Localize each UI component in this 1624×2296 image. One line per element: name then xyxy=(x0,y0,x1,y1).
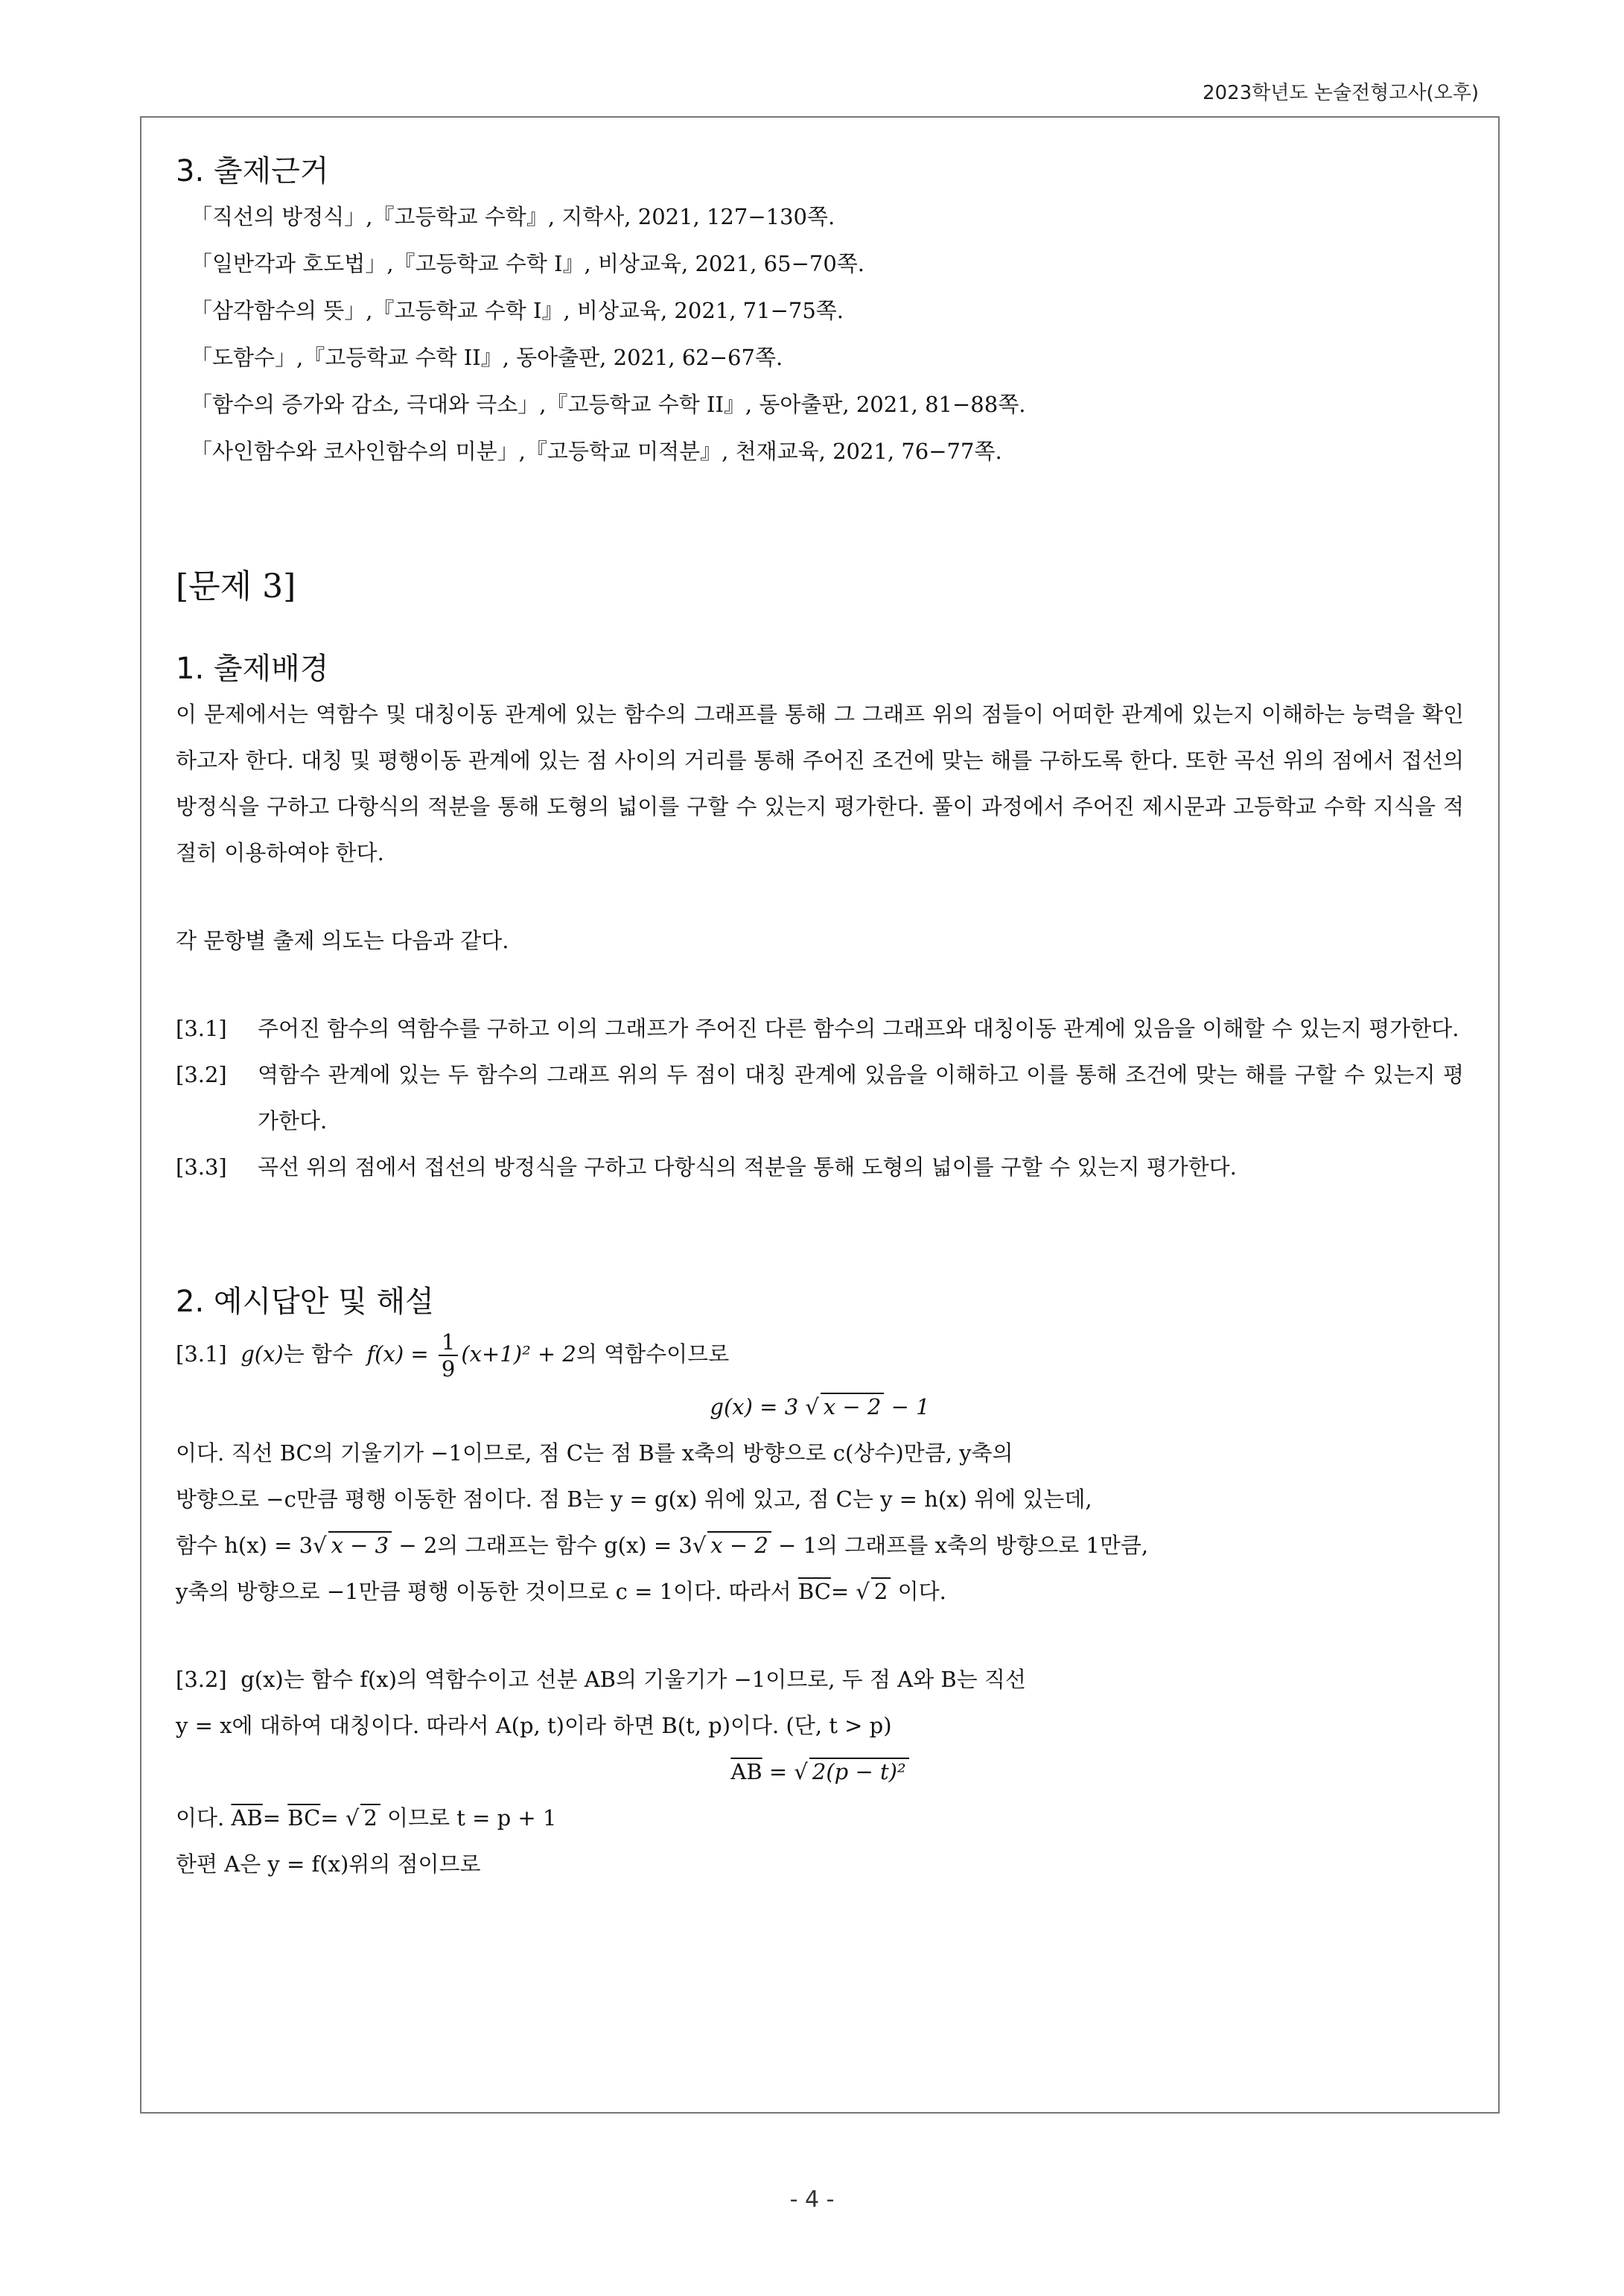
text: − 1의 그래프를 x축의 방향으로 1만큼, xyxy=(771,1533,1149,1558)
reference-list xyxy=(176,194,1464,475)
answer-31-line: 이다. 직선 BC의 기울기가 −1이므로, 점 C는 점 B를 x축의 방향으로 c(상수)만큼, y축의 xyxy=(176,1440,1013,1466)
text: 는 함수 xyxy=(283,1341,353,1367)
math: g(x) = 3 xyxy=(710,1394,799,1419)
answer-31-line xyxy=(176,1522,1464,1568)
reference-item: 「일반각과 호도법」,『고등학교 수학 I』, 비상교육, 2021, 65−70쪽. xyxy=(191,251,865,276)
intent-item xyxy=(176,1052,1464,1144)
document-header: 2023학년도 논술전형고사(오후) xyxy=(1203,82,1479,104)
intent-item-text: 역함수 관계에 있는 두 함수의 그래프 위의 두 점이 대칭 관계에 있음을 이해하고 이를 통해 조건에 맞는 해를 구할 수 있는지 평가한다. xyxy=(258,1062,1464,1133)
intent-item-number: [3.2] xyxy=(176,1062,227,1087)
math-fx-rest: (x+1)² + 2 xyxy=(461,1341,576,1367)
text: = xyxy=(262,1805,281,1831)
text: = xyxy=(320,1805,339,1831)
answer-32-number: [3.2] xyxy=(176,1667,227,1692)
text: 함수 h(x) = 3 xyxy=(176,1533,313,1558)
intent-item xyxy=(176,1144,1464,1190)
equation-ab-length xyxy=(176,1749,1464,1795)
answer-31-number: [3.1] xyxy=(176,1341,227,1367)
segment-bc: $\overline{BC}$ xyxy=(797,1579,831,1604)
reference-item: 「도함수」,『고등학교 수학 II』, 동아출판, 2021, 62−67쪽. xyxy=(191,345,783,370)
background-paragraph: 이 문제에서는 역함수 및 대칭이동 관계에 있는 함수의 그래프를 통해 그 그래프 위의 점들이 어떠한 관계에 있는지 이해하는 능력을 확인하고자 한다. 대칭 및 평행이동 관계에 있는 점 사이의 거리를 통해 주어진 조건에 맞는 해를 구하도록 한다. 또한 곡선 위의 점에서 접선의 방정식을 구하고 다항식의 적분을 통해 도형의 넓이를 구할 수 있는지 평가한다. 풀이 과정에서 주어진 제시문과 고등학교 수학 지식을 적절히 이용하여야 한다. xyxy=(176,702,1464,865)
intent-item-number: [3.3] xyxy=(176,1154,227,1180)
sqrt-symbol: √ xyxy=(313,1533,327,1558)
sqrt-symbol: √ xyxy=(692,1533,707,1558)
page-content xyxy=(176,149,1464,1887)
fraction-denominator: 9 xyxy=(441,1356,456,1381)
intent-intro: 각 문항별 출제 의도는 다음과 같다. xyxy=(176,928,509,953)
text: 의 역함수이므로 xyxy=(576,1341,730,1367)
sqrt-radicand: 2 xyxy=(871,1577,891,1604)
math-gx: g(x) xyxy=(241,1341,284,1367)
text: = xyxy=(830,1579,850,1604)
math: − 1 xyxy=(884,1394,930,1419)
intent-item xyxy=(176,1005,1464,1052)
answer-32-line xyxy=(176,1795,1464,1841)
sqrt-radicand: 2 xyxy=(360,1804,380,1831)
text: 이므로 t = p + 1 xyxy=(387,1805,557,1831)
answer-31-line xyxy=(176,1568,1464,1615)
sqrt-symbol: √ xyxy=(794,1759,808,1784)
text: = xyxy=(762,1759,795,1784)
fraction-numerator: 1 xyxy=(439,1329,458,1356)
intent-item-text: 곡선 위의 점에서 접선의 방정식을 구하고 다항식의 적분을 통해 도형의 넓이를 구할 수 있는지 평가한다. xyxy=(258,1154,1237,1180)
answer-32-line xyxy=(176,1656,1464,1702)
sqrt-radicand: x − 3 xyxy=(328,1531,392,1558)
segment-ab: $\overline{AB}$ xyxy=(231,1805,263,1831)
problem-title: [문제 3] xyxy=(176,567,296,605)
section-heading-basis: 3. 출제근거 xyxy=(176,154,329,188)
fraction xyxy=(439,1329,458,1381)
reference-item: 「직선의 방정식」,『고등학교 수학』, 지학사, 2021, 127−130쪽. xyxy=(191,204,835,229)
segment-bc: $\overline{BC}$ xyxy=(287,1805,321,1831)
reference-item: 「사인함수와 코사인함수의 미분」,『고등학교 미적분』, 천재교육, 2021, 76−77쪽. xyxy=(191,439,1002,464)
sqrt-radicand: 2(p − t)² xyxy=(809,1758,909,1784)
reference-item: 「함수의 증가와 감소, 극대와 극소」,『고등학교 수학 II』, 동아출판, 2021, 81−88쪽. xyxy=(191,392,1026,417)
equation-g-definition xyxy=(176,1384,1464,1430)
sqrt-radicand: x − 2 xyxy=(707,1531,771,1558)
text: y축의 방향으로 −1만큼 평행 이동한 것이므로 c = 1이다. 따라서 xyxy=(176,1579,792,1604)
text: − 2의 그래프는 함수 g(x) = 3 xyxy=(392,1533,692,1558)
text: g(x)는 함수 f(x)의 역함수이고 선분 AB의 기울기가 −1이므로, 두 점 A와 B는 직선 xyxy=(241,1667,1026,1692)
segment-ab: $\overline{AB}$ xyxy=(730,1759,762,1784)
section-heading-background: 1. 출제배경 xyxy=(176,652,329,686)
sqrt-symbol: √ xyxy=(856,1579,870,1604)
intent-item-text: 주어진 함수의 역함수를 구하고 이의 그래프가 주어진 다른 함수의 그래프와 대칭이동 관계에 있음을 이해할 수 있는지 평가한다. xyxy=(258,1016,1459,1041)
sqrt-symbol: √ xyxy=(345,1805,360,1831)
page-number: - 4 - xyxy=(789,2187,835,2213)
answer-32-line: y = x에 대하여 대칭이다. 따라서 A(p, t)이라 하면 B(t, p)이다. (단, t > p) xyxy=(176,1713,892,1738)
answer-32-line: 한편 A은 y = f(x)위의 점이므로 xyxy=(176,1851,481,1877)
intent-item-number: [3.1] xyxy=(176,1016,227,1041)
answer-31-intro xyxy=(176,1324,1464,1384)
section-heading-answer: 2. 예시답안 및 해설 xyxy=(176,1285,434,1319)
math-fx: f(x) = xyxy=(366,1341,429,1367)
text: 이다. xyxy=(176,1805,225,1831)
text: 이다. xyxy=(897,1579,946,1604)
sqrt-radicand: x − 2 xyxy=(821,1393,885,1419)
answer-31-line: 방향으로 −c만큼 평행 이동한 점이다. 점 B는 y = g(x) 위에 있고, 점 C는 y = h(x) 위에 있는데, xyxy=(176,1486,1092,1512)
sqrt-symbol: √ xyxy=(805,1394,819,1419)
reference-item: 「삼각함수의 뜻」,『고등학교 수학 I』, 비상교육, 2021, 71−75쪽. xyxy=(191,298,844,323)
